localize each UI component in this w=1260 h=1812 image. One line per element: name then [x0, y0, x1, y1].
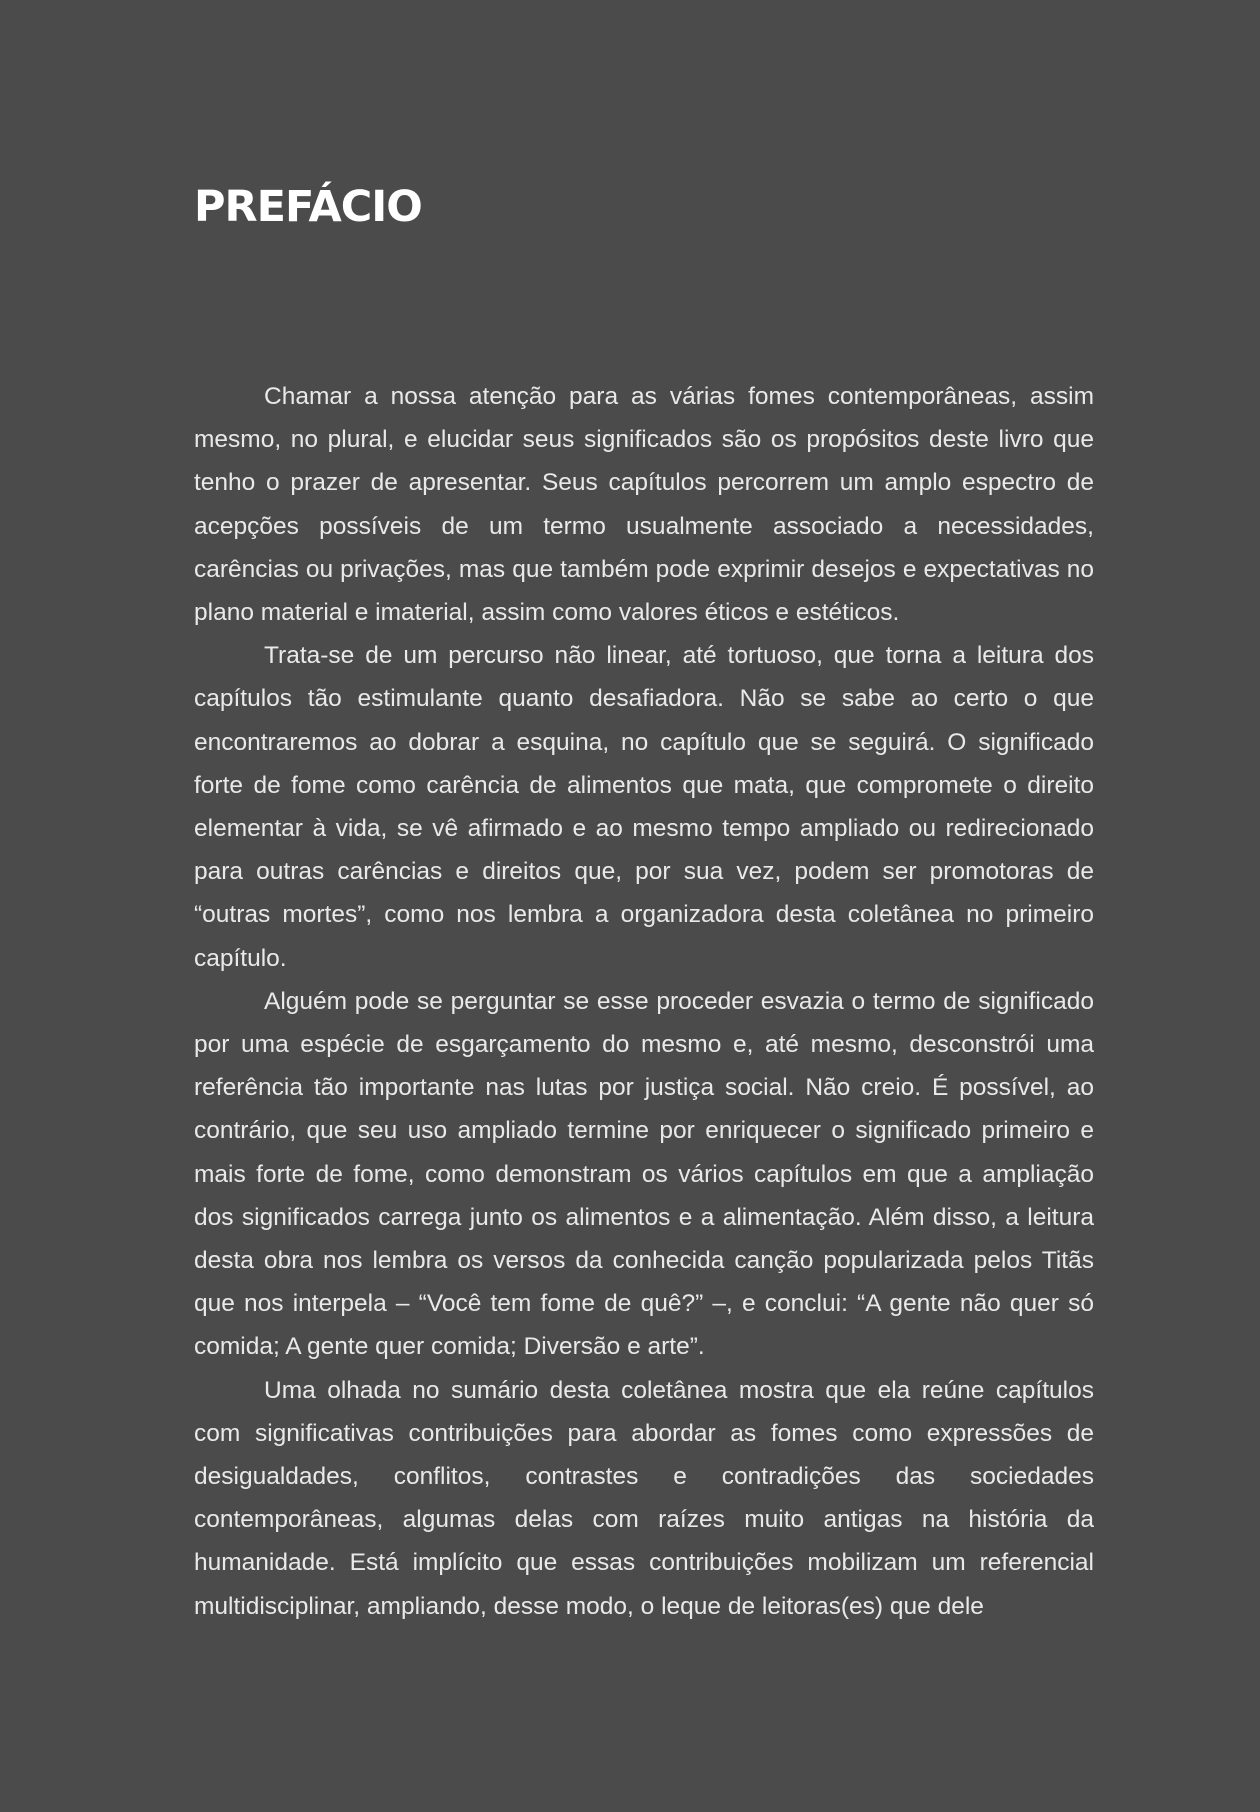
paragraph: Uma olhada no sumário desta coletânea mostra que ela reúne capítulos com significativas contribuições para abordar as fomes como expressões de desigualdades, conflitos, contrastes e contradições das sociedades contemporâneas, algumas delas com raízes muito antigas na história da humanidade. Está implícito que essas contribuições mobilizam um referencial multidisciplinar, ampliando, desse modo, o leque de leitoras(es) que dele	[194, 1376, 1094, 1620]
page-title: PREFÁCIO	[194, 182, 422, 232]
paragraph: Alguém pode se perguntar se esse proceder esvazia o termo de significado por uma espécie de esgarçamento do mesmo e, até mesmo, desconstrói uma referência tão importante nas lutas por justiça social. Não creio. É possível, ao contrário, que seu uso ampliado termine por enriquecer o significado primeiro e mais forte de fome, como demonstram os vários capítulos em que a ampliação dos significados carrega junto os alimentos e a alimentação. Além disso, a leitura desta obra nos lembra os versos da conhecida canção popularizada pelos Titãs que nos interpela – “Você tem fome de quê?” –, e conclui: “A gente não quer só comida; A gente quer comida; Diversão e arte”.	[194, 987, 1094, 1361]
paragraph: Trata-se de um percurso não linear, até tortuoso, que torna a leitura dos capítulos tão estimulante quanto desafiadora. Não se sabe ao certo o que encontraremos ao dobrar a esquina, no capítulo que se seguirá. O significado forte de fome como carência de alimentos que mata, que compromete o direito elementar à vida, se vê afirmado e ao mesmo tempo ampliado ou redirecionado para outras carências e direitos que, por sua vez, podem ser promotoras de “outras mortes”, como nos lembra a organizadora desta coletânea no primeiro capítulo.	[194, 642, 1094, 972]
paragraph: Chamar a nossa atenção para as várias fomes contemporâneas, assim mesmo, no plural, e elucidar seus significados são os propósitos deste livro que tenho o prazer de apresentar. Seus capítulos percorrem um amplo espectro de acepções possíveis de um termo usualmente associado a necessidades, carências ou privações, mas que também pode exprimir desejos e expectativas no plano material e imaterial, assim como valores éticos e estéticos.	[194, 383, 1094, 627]
body-text	[194, 375, 1094, 1628]
